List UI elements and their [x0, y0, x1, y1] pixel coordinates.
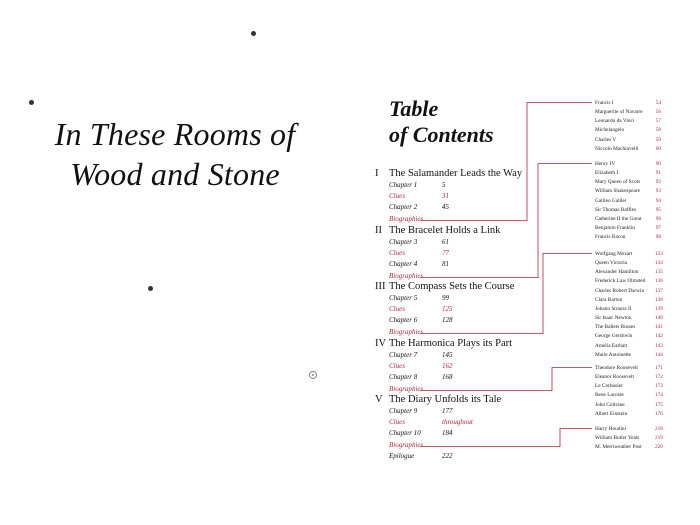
biography-page: 96 — [655, 215, 661, 222]
toc-entry-label: Clues — [389, 362, 405, 371]
part-title — [375, 168, 522, 179]
toc-heading-line: Table — [389, 96, 439, 121]
biography-name: Sir Thomas Raffles — [595, 206, 636, 213]
biography-name: Queen Victoria — [595, 260, 628, 267]
biography-name: Le Corbusier — [595, 383, 623, 390]
toc-entry-label: Chapter 7 — [389, 351, 418, 359]
biography-page: 138 — [655, 296, 663, 303]
biography-page: 59 — [655, 136, 661, 143]
biography-page: 93 — [655, 188, 661, 195]
biography-name: Charles Robert Darwin — [595, 287, 645, 294]
biography-name: Francis I — [595, 100, 614, 106]
biography-name: Leonardo da Vinci — [595, 118, 635, 125]
toc-entry-label: Clues — [389, 305, 405, 314]
part-title-text: The Diary Unfolds its Tale — [389, 394, 502, 405]
toc-entry-page: 184 — [442, 429, 453, 438]
biography-name: Henry IV — [595, 161, 616, 167]
toc-heading-line: of Contents — [389, 122, 494, 147]
toc-entry-label: Chapter 6 — [389, 316, 418, 325]
toc-entry-label: Chapter 5 — [389, 294, 418, 302]
biography-name: Mary Queen of Scots — [595, 179, 641, 186]
biography-page: 140 — [655, 315, 663, 322]
toc-entry-page: 5 — [442, 181, 446, 189]
biography-page: 173 — [655, 383, 663, 390]
biography-name: Theodore Roosevelt — [595, 365, 638, 371]
toc-entry-label: Clues — [389, 192, 405, 201]
biography-page: 92 — [655, 179, 661, 186]
biography-page: 54 — [655, 100, 661, 106]
biography-page: 91 — [655, 170, 661, 177]
toc-entry-page: 128 — [442, 316, 453, 325]
book-title-line: In These Rooms of — [54, 116, 296, 152]
toc-entry-label: Chapter 4 — [389, 260, 418, 269]
biography-name: Marguerite of Navarre — [595, 109, 643, 116]
biography-page: 141 — [655, 324, 663, 331]
toc-entry-page: 222 — [442, 451, 453, 460]
toc-entry-page: 99 — [442, 294, 449, 302]
toc-entry-label: Chapter 8 — [389, 373, 418, 382]
part-title — [375, 225, 500, 236]
biography-name: Catherine II the Great — [595, 215, 642, 222]
biography-name: Eleanor Roosevelt — [595, 374, 634, 381]
part-title — [375, 281, 514, 292]
biography-page: 174 — [655, 392, 663, 399]
toc-entry-label: Biographies — [389, 327, 424, 336]
toc-entry-page: 145 — [442, 351, 453, 359]
toc-entry-label: Chapter 9 — [389, 407, 418, 415]
biography-page: 219 — [655, 435, 663, 442]
biography-page: 135 — [655, 269, 663, 276]
biography-name: Wolfgang Mozart — [595, 251, 633, 257]
part-title — [375, 394, 501, 405]
part-title-text: The Salamander Leads the Way — [389, 168, 523, 179]
toc-entry-label: Biographies — [389, 440, 424, 449]
biography-page: 90 — [655, 161, 661, 167]
toc-entry-label: Clues — [389, 418, 405, 427]
toc-entry-page: 177 — [442, 407, 453, 415]
biography-page: 218 — [655, 426, 663, 432]
biography-page: 175 — [655, 401, 663, 408]
biography-page: 133 — [655, 251, 663, 257]
part-number: II — [375, 225, 382, 236]
toc-entry-label: Biographies — [389, 271, 424, 280]
part-title — [375, 338, 512, 349]
biography-name: M. Merriweather Post — [595, 444, 642, 451]
biography-name: Sir Isaac Newton — [595, 315, 632, 322]
toc-entry-label: Epilogue — [389, 451, 415, 460]
toc-entry-label: Chapter 1 — [389, 181, 418, 189]
biography-page: 98 — [655, 234, 661, 241]
biography-page: 176 — [655, 410, 663, 417]
biography-name: William Shakespeare — [595, 188, 640, 195]
biography-name: Frederick Law Olmsted — [595, 278, 646, 285]
biography-name: Charles V — [595, 136, 617, 143]
biography-name: Clara Barton — [595, 296, 623, 303]
biography-page: 56 — [655, 109, 661, 116]
biography-page: 143 — [655, 342, 663, 349]
biography-name: Elizabeth I — [595, 170, 619, 177]
part-number: IV — [375, 338, 387, 349]
toc-entry-label: Chapter 3 — [389, 238, 418, 246]
book-title-line: Wood and Stone — [70, 156, 280, 192]
biography-name: Johann Strauss II — [595, 305, 632, 312]
biography-name: Marie Antoinette — [595, 351, 632, 358]
biography-name: John Coltrane — [595, 401, 625, 408]
biography-page: 137 — [655, 287, 663, 294]
toc-entry-label: Clues — [389, 249, 405, 258]
biography-name: Benjamin Franklin — [595, 225, 635, 232]
biography-page: 220 — [655, 444, 663, 451]
biography-page: 94 — [655, 197, 661, 204]
biography-page: 136 — [655, 278, 663, 285]
biography-name: Alexander Hamilton — [595, 269, 639, 276]
toc-entry-page: 125 — [442, 305, 453, 314]
part-number: I — [375, 168, 379, 179]
biography-name: Amelia Earhart — [595, 342, 628, 349]
biography-name: Rene Lacoste — [595, 392, 624, 399]
toc-entry-page: 162 — [442, 362, 453, 371]
biography-name: Albert Einstein — [595, 410, 628, 417]
toc-entry-page: throughout — [442, 418, 473, 427]
part-title-text: The Harmonica Plays its Part — [389, 338, 513, 349]
biography-name: Harry Houdini — [595, 426, 627, 432]
biography-page: 95 — [655, 206, 661, 213]
toc-entry-page: 61 — [442, 238, 449, 246]
biography-name: Niccolo Machiavelli — [595, 145, 639, 152]
biography-name: The Ballets Russes — [595, 324, 636, 331]
biography-name: George Gershwin — [595, 333, 633, 340]
biography-page: 60 — [655, 145, 661, 152]
toc-entry-page: 31 — [442, 192, 449, 201]
biography-page: 97 — [655, 225, 661, 232]
biography-name: William Butler Yeats — [595, 435, 640, 442]
biography-name: Michelangelo — [595, 127, 625, 134]
toc-entry-page: 81 — [442, 260, 449, 269]
toc-entry-label: Chapter 2 — [389, 203, 418, 212]
biography-page: 144 — [655, 351, 663, 358]
biography-page: 171 — [655, 365, 663, 371]
biography-page: 57 — [655, 118, 661, 125]
biography-page: 142 — [655, 333, 663, 340]
biography-page: 134 — [655, 260, 663, 267]
part-title-text: The Bracelet Holds a Link — [389, 225, 501, 236]
toc-entry-label: Biographies — [389, 384, 424, 393]
biography-page: 172 — [655, 374, 663, 381]
part-number: V — [375, 394, 383, 405]
biography-page: 139 — [655, 305, 663, 312]
toc-entry-label: Biographies — [389, 214, 424, 223]
part-number: III — [375, 281, 386, 292]
toc-entry-page: 45 — [442, 203, 449, 212]
part-title-text: The Compass Sets the Course — [389, 281, 515, 292]
toc-entry-page: 77 — [442, 249, 449, 258]
biography-page: 58 — [655, 127, 661, 134]
biography-name: Francis Bacon — [595, 234, 626, 241]
toc-entry-label: Chapter 10 — [389, 429, 421, 438]
toc-entry-page: 168 — [442, 373, 453, 382]
biography-name: Galileo Galilei — [595, 197, 627, 204]
